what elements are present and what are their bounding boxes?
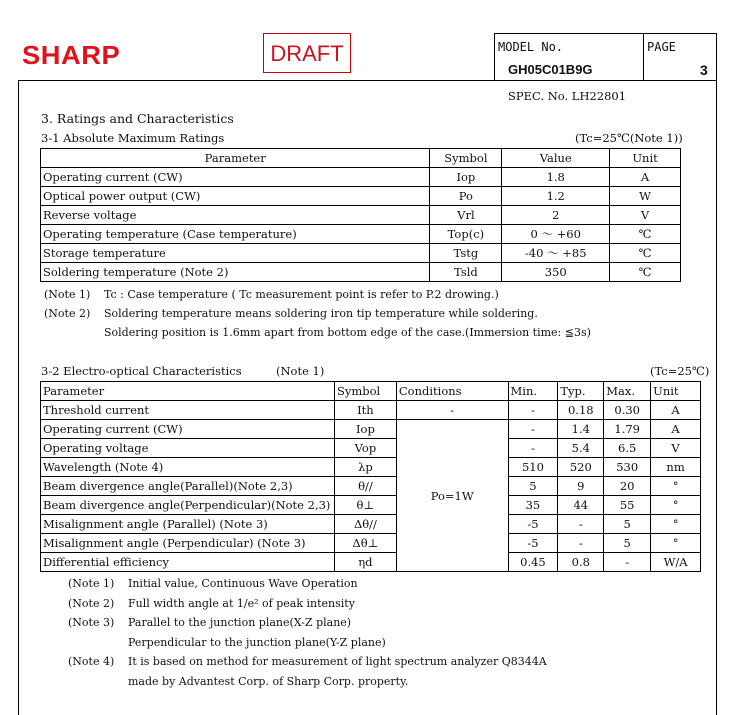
table-cell: Iop <box>334 420 396 439</box>
table-cell: 9 <box>558 477 604 496</box>
electro-note-text: Full width angle at 1/e² of peak intensity <box>128 596 355 610</box>
table-cell: ηd <box>334 553 396 572</box>
table-cell: - <box>558 515 604 534</box>
table-cell: 0.45 <box>508 553 558 572</box>
electro-title: 3-2 Electro-optical Characteristics <box>41 364 242 378</box>
table-cell: 530 <box>604 458 651 477</box>
table-row <box>41 496 701 515</box>
table-cell: 0 ～ +60 <box>502 225 610 244</box>
table-cell: Storage temperature <box>41 244 430 263</box>
sharp-logo: SHARP <box>22 40 121 70</box>
table-row <box>41 401 701 420</box>
table-cell: V <box>651 439 701 458</box>
abs-note-1-text: Tc : Case temperature ( Tc measurement point is refer to P.2 drowing.) <box>104 288 499 301</box>
electro-header-row <box>41 382 701 401</box>
table-row <box>41 553 701 572</box>
table-row <box>41 420 701 439</box>
table-row <box>41 458 701 477</box>
table-cell: -5 <box>508 515 558 534</box>
table-cell: ° <box>651 496 701 515</box>
table-cell: - <box>604 553 651 572</box>
abs-note-3-text: Soldering position is 1.6mm apart from bottom edge of the case.(Immersion time: ≦3s) <box>104 326 591 339</box>
table-cell: - <box>508 420 558 439</box>
table-cell: nm <box>651 458 701 477</box>
electro-note-text: made by Advantest Corp. of Sharp Corp. property. <box>128 674 409 688</box>
table-cell: ° <box>651 534 701 553</box>
abs-note-2-text: Soldering temperature means soldering iron tip temperature while soldering. <box>104 307 538 320</box>
table-cell: 5 <box>604 534 651 553</box>
table-row <box>41 187 681 206</box>
table-row <box>41 168 681 187</box>
table-cell: Wavelength (Note 4) <box>41 458 335 477</box>
table-cell: Operating voltage <box>41 439 335 458</box>
table-cell: 0.8 <box>558 553 604 572</box>
frame-right-line <box>716 80 717 715</box>
electro-note-text: Perpendicular to the junction plane(Y-Z plane) <box>128 635 386 649</box>
page-number: 3 <box>700 62 708 78</box>
table-cell: θ⊥ <box>334 496 396 515</box>
table-cell: -40 ～ +85 <box>502 244 610 263</box>
table-cell: 5.4 <box>558 439 604 458</box>
electro-header-cell: Max. <box>604 382 651 401</box>
table-cell: Po <box>430 187 502 206</box>
table-row <box>41 225 681 244</box>
abs-max-header-cell: Symbol <box>430 149 502 168</box>
electro-note-text: It is based on method for measurement of light spectrum analyzer Q8344A <box>128 655 547 668</box>
table-cell: 6.5 <box>604 439 651 458</box>
frame-left-line <box>18 80 19 715</box>
electro-title-note: (Note 1) <box>276 364 325 378</box>
electro-note-label: (Note 1) <box>68 577 115 590</box>
table-cell: Differential efficiency <box>41 553 335 572</box>
abs-max-header-cell: Value <box>502 149 610 168</box>
table-cell: Vop <box>334 439 396 458</box>
table-cell: 1.2 <box>502 187 610 206</box>
electro-note-text: Initial value, Continuous Wave Operation <box>128 577 358 590</box>
shared-condition-cell: Po=1W <box>396 420 508 572</box>
abs-max-header-row <box>41 149 681 168</box>
table-cell: ℃ <box>610 244 681 263</box>
table-row <box>41 534 701 553</box>
table-cell: W <box>610 187 681 206</box>
abs-max-condition: (Tc=25℃(Note 1)) <box>575 131 683 145</box>
table-cell: - <box>508 401 558 420</box>
electro-header-cell: Min. <box>508 382 558 401</box>
table-cell: λp <box>334 458 396 477</box>
abs-max-header-cell: Parameter <box>41 149 430 168</box>
electro-header-cell: Unit <box>651 382 701 401</box>
table-cell: V <box>610 206 681 225</box>
table-cell: Optical power output (CW) <box>41 187 430 206</box>
abs-note-2-label: (Note 2) <box>44 307 91 320</box>
table-cell: 1.79 <box>604 420 651 439</box>
electro-note-label: (Note 3) <box>68 616 115 629</box>
page-label: PAGE <box>647 40 676 54</box>
abs-note-1-label: (Note 1) <box>44 288 91 301</box>
table-cell: 20 <box>604 477 651 496</box>
table-cell: A <box>610 168 681 187</box>
abs-max-table <box>40 148 681 282</box>
model-label: MODEL No. <box>498 40 564 54</box>
table-cell: Tstg <box>430 244 502 263</box>
table-cell: Top(c) <box>430 225 502 244</box>
electro-header-cell: Typ. <box>558 382 604 401</box>
table-cell: 44 <box>558 496 604 515</box>
table-cell: A <box>651 401 701 420</box>
table-cell: 350 <box>502 263 610 282</box>
table-cell: -5 <box>508 534 558 553</box>
spec-number: SPEC. No. LH22801 <box>508 89 627 103</box>
table-cell: - <box>508 439 558 458</box>
table-row <box>41 439 701 458</box>
table-cell: Operating current (CW) <box>41 168 430 187</box>
table-row <box>41 515 701 534</box>
table-cell: 1.8 <box>502 168 610 187</box>
header-divider <box>643 33 644 81</box>
table-cell: - <box>396 401 508 420</box>
table-cell: Threshold current <box>41 401 335 420</box>
table-cell: ℃ <box>610 225 681 244</box>
electro-condition: (Tc=25℃) <box>650 364 710 378</box>
electro-note-text: Parallel to the junction plane(X-Z plane) <box>128 616 352 629</box>
table-cell: ℃ <box>610 263 681 282</box>
table-cell: 510 <box>508 458 558 477</box>
table-cell: Δθ⊥ <box>334 534 396 553</box>
table-cell: Operating current (CW) <box>41 420 335 439</box>
table-cell: 1.4 <box>558 420 604 439</box>
abs-max-title: 3-1 Absolute Maximum Ratings <box>41 131 225 145</box>
electro-header-cell: Parameter <box>41 382 335 401</box>
electro-note-label: (Note 4) <box>68 655 115 668</box>
table-cell: Ith <box>334 401 396 420</box>
table-cell: Beam divergence angle(Perpendicular)(Note 2,3) <box>41 496 335 515</box>
table-cell: 35 <box>508 496 558 515</box>
table-cell: 2 <box>502 206 610 225</box>
table-cell: Iop <box>430 168 502 187</box>
table-cell: A <box>651 420 701 439</box>
electro-note-label: (Note 2) <box>68 596 115 610</box>
table-cell: Δθ// <box>334 515 396 534</box>
table-cell: 520 <box>558 458 604 477</box>
section-title: 3. Ratings and Characteristics <box>41 111 234 126</box>
table-row <box>41 477 701 496</box>
table-cell: Operating temperature (Case temperature) <box>41 225 430 244</box>
table-cell: Misalignment angle (Perpendicular) (Note 3) <box>41 534 335 553</box>
table-cell: - <box>558 534 604 553</box>
table-cell: Tsld <box>430 263 502 282</box>
table-cell: ° <box>651 477 701 496</box>
table-cell: Misalignment angle (Parallel) (Note 3) <box>41 515 335 534</box>
table-cell: 0.18 <box>558 401 604 420</box>
frame-top-line <box>18 80 717 81</box>
model-value: GH05C01B9G <box>508 62 593 77</box>
table-cell: 0.30 <box>604 401 651 420</box>
table-cell: 5 <box>508 477 558 496</box>
electro-header-cell: Conditions <box>396 382 508 401</box>
abs-max-header-cell: Unit <box>610 149 681 168</box>
table-cell: θ// <box>334 477 396 496</box>
draft-stamp: DRAFT <box>263 33 351 73</box>
table-cell: 55 <box>604 496 651 515</box>
table-row <box>41 244 681 263</box>
table-cell: Reverse voltage <box>41 206 430 225</box>
table-cell: Vrl <box>430 206 502 225</box>
electro-header-cell: Symbol <box>334 382 396 401</box>
table-row <box>41 206 681 225</box>
table-cell: 5 <box>604 515 651 534</box>
table-cell: W/A <box>651 553 701 572</box>
table-cell: ° <box>651 515 701 534</box>
table-cell: Soldering temperature (Note 2) <box>41 263 430 282</box>
table-cell: Beam divergence angle(Parallel)(Note 2,3) <box>41 477 335 496</box>
table-row <box>41 263 681 282</box>
electro-table <box>40 381 701 572</box>
